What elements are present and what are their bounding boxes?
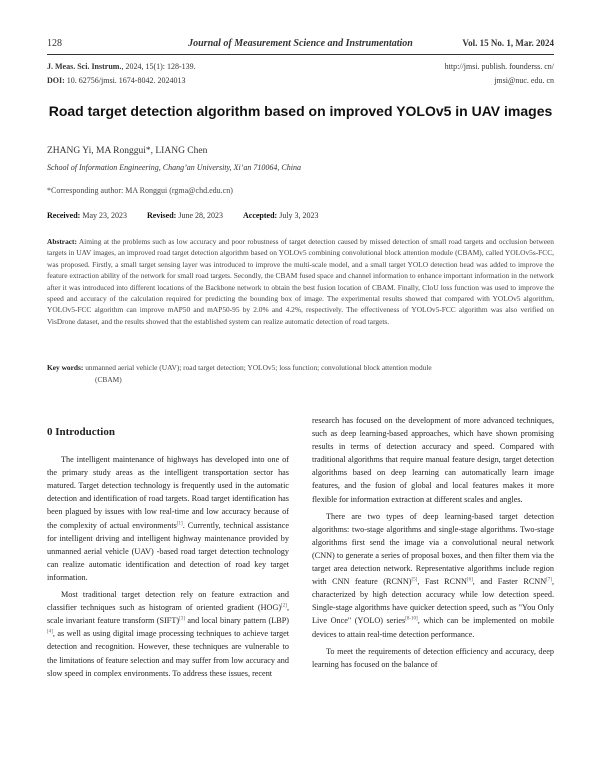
right-column (312, 414, 554, 675)
paragraph-text: The intelligent maintenance of highways has developed into one of the primary study areas as the intelligent transportation sector has matured. Target detection technology is frequently used in the automatic detection and identification of road targets. Road target identification has been plagued by issues with low real-time and low accuracy because of the complexity of actual environments (47, 455, 289, 530)
paper-title: Road target detection algorithm based on improved YOLOv5 in UAV images (48, 103, 553, 119)
citation (47, 62, 196, 71)
keywords-line-2: (CBAM) (95, 375, 122, 384)
affiliation: School of Information Engineering, Chang’an University, Xi’an 710064, China (47, 163, 301, 172)
section-heading: 0 Introduction (47, 426, 115, 438)
paragraph (312, 510, 554, 641)
citation-label: J. Meas. Sci. Instrum. (47, 62, 122, 71)
citation-ref: [1] (176, 520, 183, 526)
paragraph-text: , characterized by high detection accuracy while low detection speed. Single-stage algorithms have quicker detection speed, such as "You Only Live Once" (YOLO) series (312, 577, 554, 626)
accepted-label: Accepted: (243, 211, 278, 220)
journal-email[interactable]: jmsi@nuc. edu. cn (494, 76, 554, 85)
paragraph-text: There are two types of deep learning-based target detection algorithms: two-stage algorithms and single-stage algorithms. Two-stage algorithms first send the image via a convolutional neural network (CNN) to generate a series of proposal boxes, and then filter them via the target area detection network. Representative algorithms include region with CNN feature (RCNN) (312, 511, 554, 587)
journal-name: Journal of Measurement Science and Instrumentation (188, 38, 413, 49)
journal-url[interactable]: http://jmsi. publish. founderss. cn/ (444, 62, 554, 71)
left-column (47, 420, 289, 684)
volume-issue: Vol. 15 No. 1, Mar. 2024 (462, 38, 554, 48)
keywords-line-1: unmanned aerial vehicle (UAV); road target detection; YOLOv5; loss function; convolutional block attention module (83, 363, 432, 372)
paragraph-text: , and Faster RCNN (472, 577, 547, 587)
citation-ref: [6] (466, 577, 473, 583)
abstract-label: Abstract: (47, 237, 77, 246)
citation-ref: [7] (546, 577, 552, 583)
paragraph-text: , scale invariant feature transform (SIFT) (47, 603, 289, 626)
citation-ref: [4] (47, 629, 53, 635)
keywords (47, 362, 554, 386)
paragraph-text: . Currently, technical assistance for intelligent driving and intelligent highway maintenance provided by unmanned aerial vehicle (UAV) -based road target detection technology can realize automatic identification and detection of road key target information. (47, 520, 289, 582)
paragraph: To meet the requirements of detection efficiency and accuracy, deep learning has focused on the balance of (312, 646, 554, 669)
abstract-text: Aiming at the problems such as low accuracy and poor robustness of target detection caused by missed detection of small road targets and occlusion between targets in UAV images, an improved road target detection algorithm based on YOLOv5 combining convolutional block attention module (CBAM), called YOLOv5s-FCC, was proposed. Firstly, a small target sensing layer was introduced to improve the multi-scale model, and a small target YOLO detection head was added to improve the feature extraction ability of the network for small road targets. Secondly, the CBAM fused space and channel information to enhance important information in the network after it was introduced into different locations of the Backbone network to obtain the best fusion location of CBAM. Finally, CIoU loss function was used to improve the speed and accuracy of the calculation required for predicting the bounding box of image. The experimental results showed that compared with YOLOv5 algorithm, YOLOv5-FCC algorithm can improve mAP50 and mAP50-95 by 2.0% and 4.2%, respectively. The effectiveness of YOLOv5-FCC algorithm was also verified on VisDrone dataset, and the results showed that the established system can realize automatic detection of road targets. (47, 237, 554, 326)
citation-ref: [3] (179, 616, 185, 622)
revised-date: June 28, 2023 (178, 211, 223, 220)
authors: ZHANG Yi, MA Ronggui*, LIANG Chen (47, 146, 208, 156)
page-number: 128 (47, 38, 62, 49)
doi-label: DOI: (47, 76, 65, 85)
doi-value[interactable]: 10. 62756/jmsi. 1674-8042. 2024013 (64, 76, 186, 85)
keywords-label: Key words: (47, 363, 84, 372)
paragraph: research has focused on the development of more advanced techniques, such as deep learning-based approaches, which have shown promising results in terms of detection accuracy and speed. Compared with traditional algorithms that require manual feature design, target detection algorithms based on deep learning can automatically learn image features, and the fusion of global and local features makes it more flexible for information extraction at different scales and angles. (312, 416, 554, 504)
paragraph-text: and local binary pattern (LBP) (184, 616, 289, 626)
citation-block (47, 62, 554, 90)
paragraph-text: , as well as using digital image processing techniques to achieve target detection and recognition. However, these techniques are vulnerable to the limitations of feature selection and may suffer from low accuracy and slow speed in complex environments. To address these issues, recent (47, 629, 289, 678)
citation-ref: [8-10] (405, 616, 418, 622)
received-date: May 23, 2023 (82, 211, 127, 220)
header-rule (47, 54, 554, 55)
paragraph (47, 588, 289, 680)
abstract (47, 236, 554, 327)
submission-dates (47, 211, 337, 220)
revised-label: Revised: (147, 211, 177, 220)
citation-ref: [2] (281, 603, 287, 609)
citation-rest: , 2024, 15(1): 128-139. (121, 62, 196, 71)
citation-ref: [5] (411, 577, 418, 583)
accepted-date: July 3, 2023 (279, 211, 319, 220)
paragraph-text: , Fast RCNN (417, 577, 467, 587)
corresponding-author: *Corresponding author: MA Ronggui (rgma@chd.edu.cn) (47, 186, 233, 195)
paragraph-text: Most traditional target detection rely on feature extraction and classifier techniques such as histogram of oriented gradient (HOG) (47, 590, 289, 613)
doi (47, 76, 185, 85)
paragraph (47, 453, 289, 584)
paragraph-text: , which can be implemented on mobile devices to attain real-time detection performance. (312, 616, 554, 639)
received-label: Received: (47, 211, 81, 220)
